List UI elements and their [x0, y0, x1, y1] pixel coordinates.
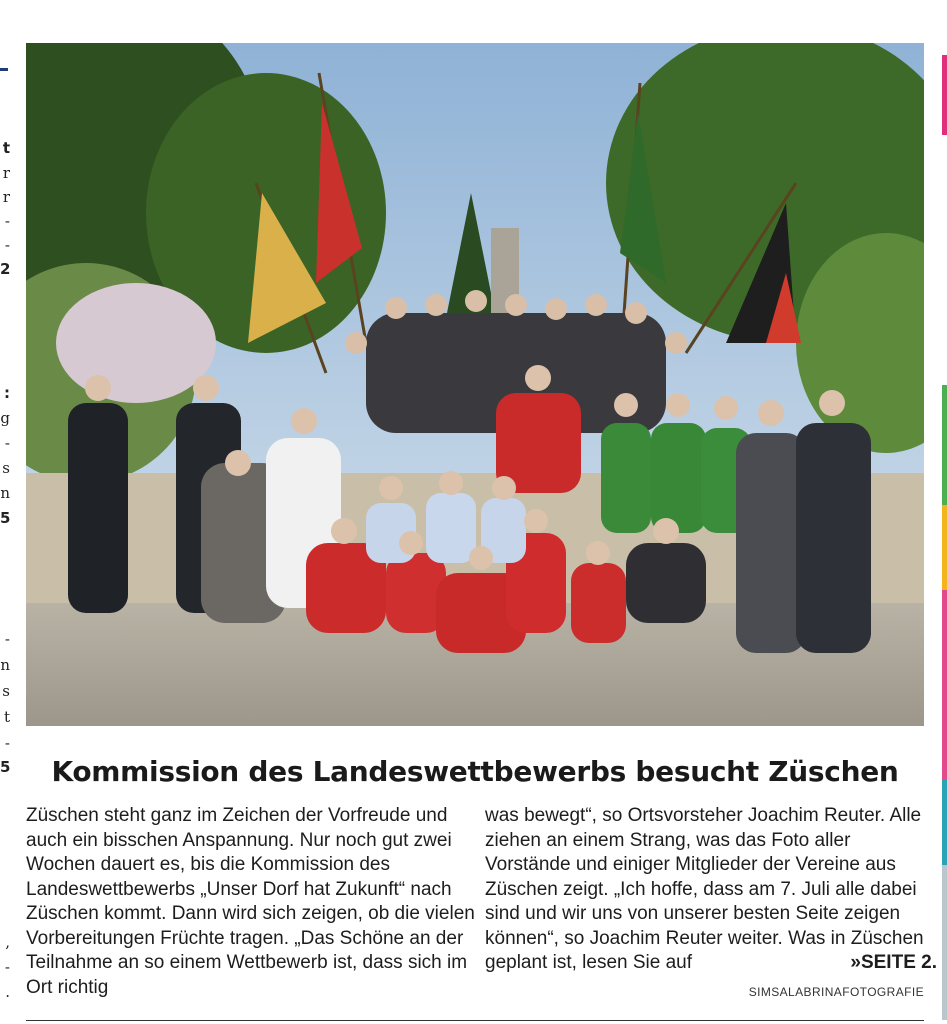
fragment-text: 5	[0, 509, 10, 527]
article-headline: Kommission des Landeswettbewerbs besucht Züschen	[51, 755, 899, 788]
fragment-text: r	[2, 164, 10, 182]
fragment-text: -	[4, 212, 10, 230]
fragment-text: t	[3, 708, 10, 726]
fragment-text: n	[0, 484, 10, 502]
fragment-text: :	[4, 384, 10, 402]
color-strip-green	[942, 385, 947, 505]
fragment-text: -	[4, 434, 10, 452]
fragment-text: -	[4, 236, 10, 254]
fragment-text: s	[2, 682, 10, 700]
page-reference-link[interactable]: »SEITE 2.	[850, 952, 937, 973]
color-strip-grey	[942, 865, 947, 1020]
fragment-text: ,	[5, 933, 10, 951]
fragment-text: 2	[0, 260, 10, 278]
group-photo	[26, 43, 924, 726]
fragment-text: s	[2, 459, 10, 477]
fragment-text: -	[4, 734, 10, 752]
color-strip-yellow	[942, 505, 947, 590]
color-strip-teal	[942, 780, 947, 865]
color-strip-pink	[942, 590, 947, 780]
fragment-text: -	[4, 958, 10, 976]
bottom-rule	[26, 1020, 924, 1021]
section-rule	[0, 68, 8, 71]
article-column-2	[485, 804, 937, 976]
fragment-text: n	[0, 656, 10, 674]
fragment-text: -	[4, 630, 10, 648]
fragment-text: g	[0, 409, 10, 427]
fragment-text: 5	[0, 758, 10, 776]
fragment-text: .	[5, 983, 10, 1001]
group-photo-icon	[26, 43, 924, 726]
article-column-1: Züschen steht ganz im Zeichen der Vorfreude und auch ein bisschen Anspannung. Nur noch gut zwei Wochen dauert es, bis die Kommission des Landeswettbewerbs „Unser Dorf hat Zukunft“ nach Züschen kommt. Dann wird sich zeigen, ob die vielen Vorbereitungen Früchte tragen. „Das Schöne an der Teilnahme an so einem Wettbewerb ist, dass sich im Ort richtig	[26, 805, 475, 998]
photo-credit: SIMSALABRINAFOTOGRAFIE	[748, 985, 924, 999]
color-strip-top	[942, 55, 947, 135]
fragment-text: t	[2, 139, 10, 157]
fragment-text: r	[2, 188, 10, 206]
left-column-fragment	[0, 0, 10, 1024]
article-column-2-text: was bewegt“, so Ortsvorsteher Joachim Reuter. Alle ziehen an einem Strang, was das Foto aller Vorstände und einiger Mitglieder der Vereine aus Züschen zeigt. „Ich hoffe, dass am 7. Juli alle dabei sind und wir uns von unserer besten Seite zeigen können“, so Joachim Reuter weiter. Was in Züschen geplant ist, lesen Sie auf	[485, 805, 924, 973]
